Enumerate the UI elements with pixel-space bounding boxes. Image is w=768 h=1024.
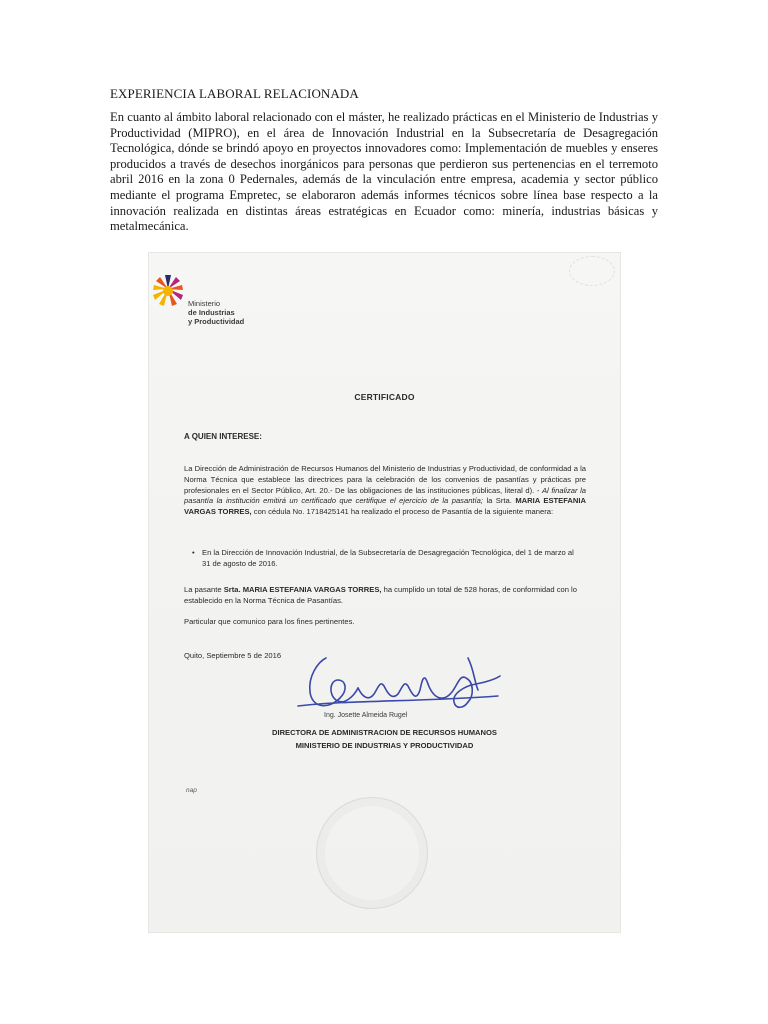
- certificate-result-name: Srta. MARIA ESTEFANIA VARGAS TORRES,: [223, 585, 382, 594]
- ministry-logo: [148, 272, 268, 326]
- certificate-body: [184, 464, 586, 518]
- certificate-student-name: MARIA ESTEFANIA VARGAS TORRES,: [184, 496, 586, 517]
- certificate-body-part2: la Srta.: [482, 496, 516, 506]
- experience-paragraph: En cuanto al ámbito laboral relacionado con el máster, he realizado prácticas en el Ministerio de Industrias y Productividad (MIPRO), en el área de Innovación Industrial en la Subsecretaría de Desagregación Tecnológica, dónde se brindó apoyo en proyectos innovadores como: Implementación de muebles y enseres producidos a través de desechos inorgánicos para personas que perdieron sus pertenencias en el terremoto abril 2016 en la zona 0 Pedernales, además de la vinculación entre empresa, academia y sector público mediante el programa Empretec, se elaboraron además informes técnicos sobre línea base respecto a la innovación realizada en distintas áreas estratégicas en Ecuador como: minería, industrias básicas y metalmecánica.: [110, 110, 658, 234]
- signer-title: [148, 726, 621, 752]
- signer-title-line-2: MINISTERIO DE INDUSTRIAS Y PRODUCTIVIDAD: [295, 741, 474, 750]
- certificate-body-italic: Al finalizar la pasantía la institución emitirá un certificado que certifique el ejercicio de la pasantía;: [184, 485, 586, 506]
- logo-line-3: y Productividad: [188, 317, 245, 326]
- embossed-seal-mark: [316, 797, 428, 909]
- certificate-result-part1: La pasante: [184, 585, 224, 594]
- signer-name: Ing. Josette Almeida Rugel: [324, 712, 408, 719]
- certificate-body-part1: La Dirección de Administración de Recursos Humanos del Ministerio de Industrias y Productividad, de conformidad a la Norma Técnica que establece las directrices para la celebración de los convenios de pasantías y prácticas pre profesionales en el Sector Público, Art. 20.- De las obligaciones de las instituciones públicas, literal d). -: [184, 464, 586, 495]
- ministry-sunburst-icon: [148, 272, 188, 312]
- ministry-logo-text: [188, 299, 244, 326]
- certificate-scan: [148, 252, 621, 933]
- certificate-result: [184, 585, 586, 607]
- certificate-closing: Particular que comunico para los fines pertinentes.: [184, 617, 355, 626]
- certificate-title: CERTIFICADO: [354, 392, 415, 402]
- certificate-body-part3: con cédula No. 1718425141 ha realizado el proceso de Pasantía de la siguiente manera:: [251, 507, 554, 517]
- signer-title-line-1: DIRECTORA DE ADMINISTRACION DE RECURSOS HUMANOS: [271, 728, 497, 737]
- corner-stamp-mark: [569, 256, 615, 286]
- typist-initials: nap: [186, 787, 197, 794]
- certificate-result-part2: ha cumplido un total de 528 horas, de conformidad con lo establecido en la Norma Técnica de Pasantías.: [184, 585, 577, 605]
- section-heading: EXPERIENCIA LABORAL RELACIONADA: [110, 86, 359, 101]
- logo-line-2: de Industrias: [188, 308, 235, 317]
- certificate-salutation: A QUIEN INTERESE:: [184, 432, 262, 441]
- certificate-place-date: Quito, Septiembre 5 de 2016: [184, 651, 282, 660]
- certificate-bullet-text: En la Dirección de Innovación Industrial, de la Subsecretaría de Desagregación Tecnológica, del 1 de marzo al 31 de agosto de 2016.: [202, 548, 574, 568]
- certificate-bullet: [192, 548, 582, 569]
- logo-line-1: Ministerio: [188, 299, 221, 308]
- bullet-dot-icon: •: [192, 548, 195, 557]
